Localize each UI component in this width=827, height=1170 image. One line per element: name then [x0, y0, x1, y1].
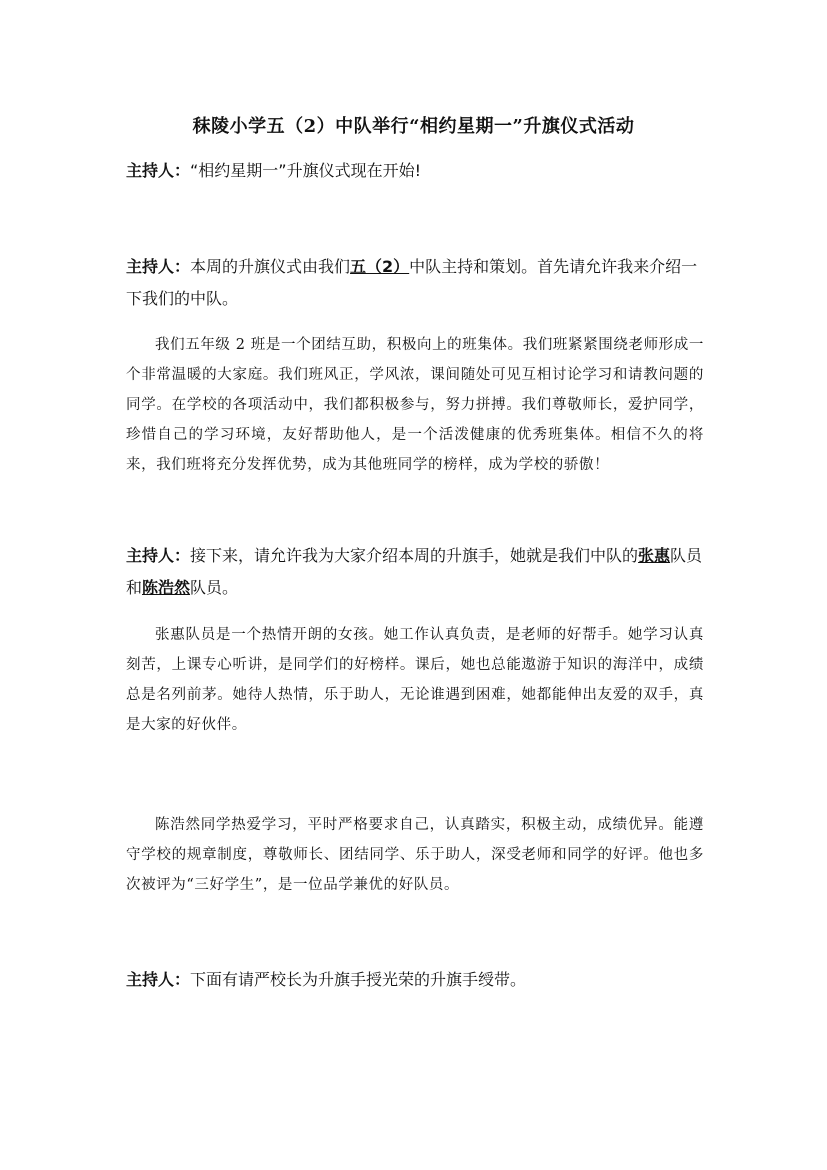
host-label: 主持人： — [126, 970, 191, 989]
document-title: 秣陵小学五（2）中队举行“相约星期一”升旗仪式活动 — [192, 116, 635, 137]
zhanghui-intro-paragraph: 张惠队员是一个热情开朗的女孩。她工作认真负责，是老师的好帮手。她学习认真刻苦，上课专心听讲，是同学们的好榜样。课后，她也总能遨游于知识的海洋中，成绩总是名列前茅。她待人热情，乐于助人，无论谁遇到困难，她都能伸出友爱的双手，真是大家的好伙伴。 — [126, 627, 704, 733]
chenhaoran-intro-paragraph: 陈浩然同学热爱学习，平时严格要求自己，认真踏实，积极主动，成绩优异。能遵守学校的规章制度，尊敬师长、团结同学、乐于助人，深受老师和同学的好评。他也多次被评为“三好学生”，是一位品学兼优的好队员。 — [126, 817, 704, 893]
host-text-mid: 队员和 — [126, 546, 703, 597]
class-intro-paragraph: 我们五年级 2 班是一个团结互助，积极向上的班集体。我们班紧紧围绕老师形成一个非常温暖的大家庭。我们班风正，学风浓，课间随处可见互相讨论学习和请教问题的同学。在学校的各项活动中，我们都积极参与，努力拼搏。我们尊敬师长，爱护同学，珍惜自己的学习环境，友好帮助他人，是一个活泼健康的优秀班集体。相信不久的将来，我们班将充分发挥优势，成为其他班同学的榜样，成为学校的骄傲！ — [126, 337, 704, 473]
host-text-post: 队员。 — [190, 578, 239, 597]
host-text: 下面有请严校长为升旗手授光荣的升旗手绶带。 — [190, 970, 527, 989]
host-line-sash — [126, 964, 706, 996]
host-text-pre: 接下来，请允许我为大家介绍本周的升旗手，她就是我们中队的 — [190, 546, 639, 565]
class-name: 五（2） — [350, 257, 410, 276]
host-label: 主持人： — [126, 257, 191, 276]
flag-bearer-name-1: 张惠 — [638, 546, 671, 565]
host-text-pre: 本周的升旗仪式由我们 — [190, 257, 351, 276]
host-label: 主持人： — [126, 546, 191, 565]
host-line-opening — [126, 155, 706, 187]
flag-bearer-name-2: 陈浩然 — [142, 578, 191, 597]
host-text-post: 中队主持和策划。首先请允许我来介绍一下我们的中队。 — [126, 257, 698, 308]
host-text: “相约星期一”升旗仪式现在开始! — [190, 161, 422, 180]
host-label: 主持人： — [126, 161, 191, 180]
host-line-intro-class — [126, 251, 706, 315]
host-line-flag-bearers — [126, 540, 706, 604]
